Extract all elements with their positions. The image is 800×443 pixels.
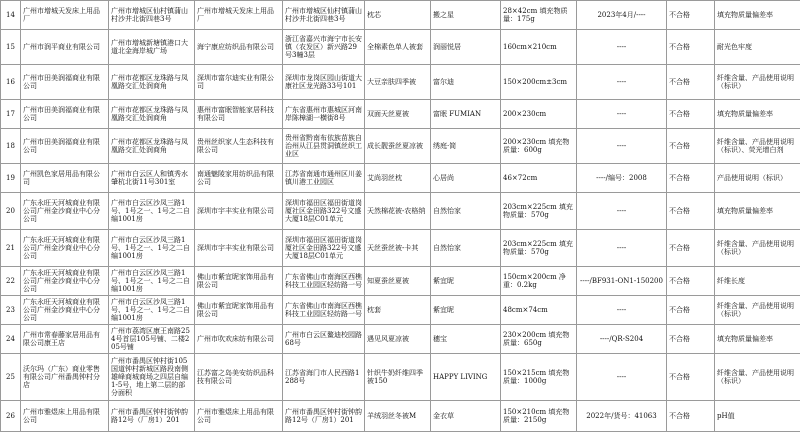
result-cell: 不合格 (667, 100, 715, 129)
sampled-unit-address-cell: 广州市番禺区钟村街钟韵路12号（厂房1）201 (109, 401, 195, 432)
manufacturer-address-cell: 江苏省海门市人民西路1288号 (283, 354, 365, 401)
specification-cell: 203cm×225cm 填充物质量：570g (501, 230, 577, 267)
sampled-unit-address-cell: 广州市花都区龙珠路与凤凰路交汇处润商角 (109, 100, 195, 129)
sampled-unit-cell: 广东永旺天河城商业有限公司广州金沙商业中心分公司 (21, 296, 109, 325)
failed-items-cell: 纤维含量、产品使用说明（标识） (715, 230, 800, 267)
row-number-cell: 21 (1, 230, 21, 267)
sampled-unit-cell: 广州凯色家居用品有限公司 (21, 164, 109, 193)
result-cell: 不合格 (667, 354, 715, 401)
manufacturer-cell: 江苏富之岛美安纺织品科技有限公司 (195, 354, 283, 401)
manufacturer-address-cell: 广东省佛山市南海区西樵科技工业园区轻纺路一号 (283, 296, 365, 325)
manufacturer-cell: 佛山市紫宜昵家饰用品有限公司 (195, 267, 283, 296)
product-name-cell: 大豆亲肤四季被 (365, 65, 431, 100)
failed-items-cell: 填充物质量偏差率 (715, 1, 800, 30)
row-number-cell: 15 (1, 30, 21, 65)
production-date-cell: ---- (577, 230, 667, 267)
result-cell: 不合格 (667, 164, 715, 193)
brand-cell: 自然怡家 (431, 230, 501, 267)
production-date-cell: ---- (577, 30, 667, 65)
sampled-unit-address-cell: 广州市增城区仙村镇蒲山村沙井北街四巷3号 (109, 1, 195, 30)
manufacturer-cell: 深圳市富尔迪实业有限公司 (195, 65, 283, 100)
manufacturer-cell: 南通魅陵家用纺织品有限公司 (195, 164, 283, 193)
table-body (1, 1, 800, 432)
specification-cell: 160cm×210cm (501, 30, 577, 65)
production-date-cell: ---- (577, 193, 667, 230)
sampled-unit-address-cell: 广州市白云区人和镇秀水肇杭北街11号301室 (109, 164, 195, 193)
manufacturer-address-cell: 广东省惠州市惠城区河南岸陈樟湖一横街8号 (283, 100, 365, 129)
production-date-cell: ----/QR-S204 (577, 325, 667, 354)
failed-items-cell: 纤维含量、产品使用说明（标识） (715, 354, 800, 401)
table-row (1, 164, 800, 193)
specification-cell: 150×200cm±3cm (501, 65, 577, 100)
sampled-unit-cell: 广州市田美润福商业有限公司 (21, 100, 109, 129)
product-name-cell: 全棉素色单人被套 (365, 30, 431, 65)
production-date-cell: ---- (577, 296, 667, 325)
table-row (1, 30, 800, 65)
failed-items-cell: 产品使用说明（标识） (715, 164, 800, 193)
brand-cell: 富眠 FUMIAN (431, 100, 501, 129)
specification-cell: 46×72cm (501, 164, 577, 193)
manufacturer-cell: 海宁康应纺织品有限公司 (195, 30, 283, 65)
sampled-unit-address-cell: 广州市荔湾区康王南路254号首层105号铺、二楼205号铺 (109, 325, 195, 354)
failed-items-cell: 填充物质量偏差率 (715, 100, 800, 129)
row-number-cell: 19 (1, 164, 21, 193)
brand-cell: 自然怡家 (431, 193, 501, 230)
row-number-cell: 20 (1, 193, 21, 230)
table-row (1, 230, 800, 267)
production-date-cell: ---- (577, 65, 667, 100)
brand-cell: 心居尚 (431, 164, 501, 193)
manufacturer-address-cell: 贵州省黔南布依族苗族自治州从江县贯洞镇丝织工业区 (283, 129, 365, 164)
specification-cell: 230×200cm 填充物质量：650g (501, 325, 577, 354)
sampled-unit-cell: 广州市常春藤家居用品有限公司康王店 (21, 325, 109, 354)
brand-cell: 紫宜昵 (431, 296, 501, 325)
row-number-cell: 22 (1, 267, 21, 296)
production-date-cell: ----/BF931-ON1-150200 (577, 267, 667, 296)
manufacturer-address-cell: 深圳市福田区福田街道岗厦社区金田路322号文盛大厦18层C01单元 (283, 193, 365, 230)
row-number-cell: 26 (1, 401, 21, 432)
sampled-unit-address-cell: 广州市白云区沙凤三路1号、1号之一、1号之二自编1001房 (109, 296, 195, 325)
manufacturer-address-cell: 江苏省南通市通州区川姜镇川港工业园区 (283, 164, 365, 193)
table-row (1, 100, 800, 129)
sampled-unit-cell: 广州市田美润福商业有限公司 (21, 129, 109, 164)
manufacturer-address-cell: 广州市番禺区钟村街钟韵路12号（厂房1）201 (283, 401, 365, 432)
table-row (1, 1, 800, 30)
failed-items-cell: 耐光色牢度 (715, 30, 800, 65)
manufacturer-address-cell: 深圳市福田区福田街道岗厦社区金田路322号文盛大厦18层C01单元 (283, 230, 365, 267)
row-number-cell: 25 (1, 354, 21, 401)
sampled-unit-cell: 广州市增城天发床上用品厂 (21, 1, 109, 30)
manufacturer-cell: 深圳市宇丰实业有限公司 (195, 230, 283, 267)
row-number-cell: 16 (1, 65, 21, 100)
result-cell: 不合格 (667, 1, 715, 30)
table-row (1, 129, 800, 164)
failed-items-cell: 填充物质量偏差率 (715, 325, 800, 354)
specification-cell: 203cm×225cm 填充物质量：570g (501, 193, 577, 230)
manufacturer-cell: 佛山市紫宜昵家饰用品有限公司 (195, 296, 283, 325)
table-row (1, 65, 800, 100)
table-row (1, 354, 800, 401)
failed-items-cell: pH值 (715, 401, 800, 432)
brand-cell: 富尔迪 (431, 65, 501, 100)
manufacturer-cell: 广州市吹欢床纺有限公司 (195, 325, 283, 354)
specification-cell: 48cm×74cm (501, 296, 577, 325)
product-name-cell: 羊绒羽丝冬被M (365, 401, 431, 432)
result-cell: 不合格 (667, 296, 715, 325)
product-name-cell: 双面天丝夏被 (365, 100, 431, 129)
brand-cell: HAPPY LIVING (431, 354, 501, 401)
manufacturer-cell: 深圳市宇丰实业有限公司 (195, 193, 283, 230)
product-name-cell: 针织牛奶纤维四季被150 (365, 354, 431, 401)
production-date-cell: ---- (577, 354, 667, 401)
row-number-cell: 17 (1, 100, 21, 129)
production-date-cell: ---- (577, 129, 667, 164)
brand-cell: 润丽悦居 (431, 30, 501, 65)
result-cell: 不合格 (667, 30, 715, 65)
table-row (1, 296, 800, 325)
production-date-cell: ----/编号：2008 (577, 164, 667, 193)
failed-items-cell: 纤维长度 (715, 267, 800, 296)
brand-cell: 金衣草 (431, 401, 501, 432)
product-name-cell: 天然棉花被-农格纳 (365, 193, 431, 230)
production-date-cell: ---- (577, 100, 667, 129)
brand-cell: 紫宜昵 (431, 267, 501, 296)
sampled-unit-address-cell: 广州市白云区沙凤三路1号、1号之一、1号之二自编1001房 (109, 230, 195, 267)
sampled-unit-cell: 广州市田美润福商业有限公司 (21, 65, 109, 100)
sampled-unit-address-cell: 广州市增城新塘镇港口大道北金海岸城广场 (109, 30, 195, 65)
specification-cell: 150cm×200cm 净重：0.2kg (501, 267, 577, 296)
result-cell: 不合格 (667, 193, 715, 230)
row-number-cell: 24 (1, 325, 21, 354)
result-cell: 不合格 (667, 65, 715, 100)
sampled-unit-cell: 广州市润平商业有限公司 (21, 30, 109, 65)
row-number-cell: 18 (1, 129, 21, 164)
sampled-unit-cell: 沃尔玛（广东）商业零售有限公司广州番禺钟村分店 (21, 354, 109, 401)
table-row (1, 401, 800, 432)
specification-cell: 200×230cm (501, 100, 577, 129)
manufacturer-cell: 惠州市富眠智能家居科技有限公司 (195, 100, 283, 129)
row-number-cell: 23 (1, 296, 21, 325)
sampled-unit-address-cell: 广州市花都区龙珠路与凤凰路交汇处润商角 (109, 65, 195, 100)
manufacturer-address-cell: 广州市白云区鳌迪校园路68号 (283, 325, 365, 354)
manufacturer-address-cell: 深圳市龙岗区园山街道大康社区龙光路33号101 (283, 65, 365, 100)
sampled-unit-cell: 广东永旺天河城商业有限公司广州金沙商业中心分公司 (21, 267, 109, 296)
manufacturer-cell: 广州市增城天发床上用品厂 (195, 1, 283, 30)
result-cell: 不合格 (667, 401, 715, 432)
sampled-unit-cell: 广州市雅煜床上用品有限公司 (21, 401, 109, 432)
sampled-unit-cell: 广东永旺天河城商业有限公司广州金沙商业中心分公司 (21, 230, 109, 267)
failed-items-cell: 纤维含量、产品使用说明（标识） (715, 296, 800, 325)
table-row (1, 193, 800, 230)
sampled-unit-address-cell: 广州市花都区龙珠路与凤凰路交汇处润商角 (109, 129, 195, 164)
manufacturer-cell: 广州市雅煜床上用品有限公司 (195, 401, 283, 432)
product-name-cell: 枕芯 (365, 1, 431, 30)
result-cell: 不合格 (667, 129, 715, 164)
product-name-cell: 成长靓蚕丝夏凉被 (365, 129, 431, 164)
manufacturer-address-cell: 广东省佛山市南海区西樵科技工业园区轻纺路一号 (283, 267, 365, 296)
brand-cell: 搬之星 (431, 1, 501, 30)
sampled-unit-address-cell: 广州市番禺区钟村街105国道钟村新城区路段南侧雄峰商城商场之四层自编1-5号，地上第二层的部分面积 (109, 354, 195, 401)
production-date-cell: 2022年/货号：41063 (577, 401, 667, 432)
specification-cell: 200×230cm 填充物质量：600g (501, 129, 577, 164)
product-name-cell: 枕套 (365, 296, 431, 325)
production-date-cell: 2023年4月/---- (577, 1, 667, 30)
brand-cell: 穗宝 (431, 325, 501, 354)
brand-cell: 绣庭·简 (431, 129, 501, 164)
result-cell: 不合格 (667, 230, 715, 267)
specification-cell: 28×42cm 填充物质量：175g (501, 1, 577, 30)
product-name-cell: 艾尚羽丝枕 (365, 164, 431, 193)
product-name-cell: 天丝蚕丝被-卡其 (365, 230, 431, 267)
table-row (1, 267, 800, 296)
sampled-unit-address-cell: 广州市白云区沙凤三路1号、1号之一、1号之二自编1001房 (109, 193, 195, 230)
specification-cell: 150×215cm 填充物质量：1000g (501, 354, 577, 401)
sampled-unit-address-cell: 广州市白云区沙凤三路1号、1号之一、1号之二自编1001房 (109, 267, 195, 296)
failed-items-cell: 纤维含量、产品使用说明（标识）、荧光增白剂 (715, 129, 800, 164)
manufacturer-address-cell: 浙江省嘉兴市海宁市长安镇（农发区）新兴路29号3幢3层 (283, 30, 365, 65)
specification-cell: 150×210cm 填充物质量：2150g (501, 401, 577, 432)
sampled-unit-cell: 广东永旺天河城商业有限公司广州金沙商业中心分公司 (21, 193, 109, 230)
table-row (1, 325, 800, 354)
product-name-cell: 遇见风夏凉被 (365, 325, 431, 354)
product-name-cell: 知夏蚕丝夏被 (365, 267, 431, 296)
failed-items-cell: 纤维含量、产品使用说明（标识） (715, 65, 800, 100)
result-cell: 不合格 (667, 267, 715, 296)
failed-items-cell: 填充物质量偏差率 (715, 193, 800, 230)
row-number-cell: 14 (1, 1, 21, 30)
manufacturer-cell: 贵州丝织家人生态科技有限公司 (195, 129, 283, 164)
result-cell: 不合格 (667, 325, 715, 354)
manufacturer-address-cell: 广州市增城区仙村镇蒲山村沙井北街四巷3号 (283, 1, 365, 30)
